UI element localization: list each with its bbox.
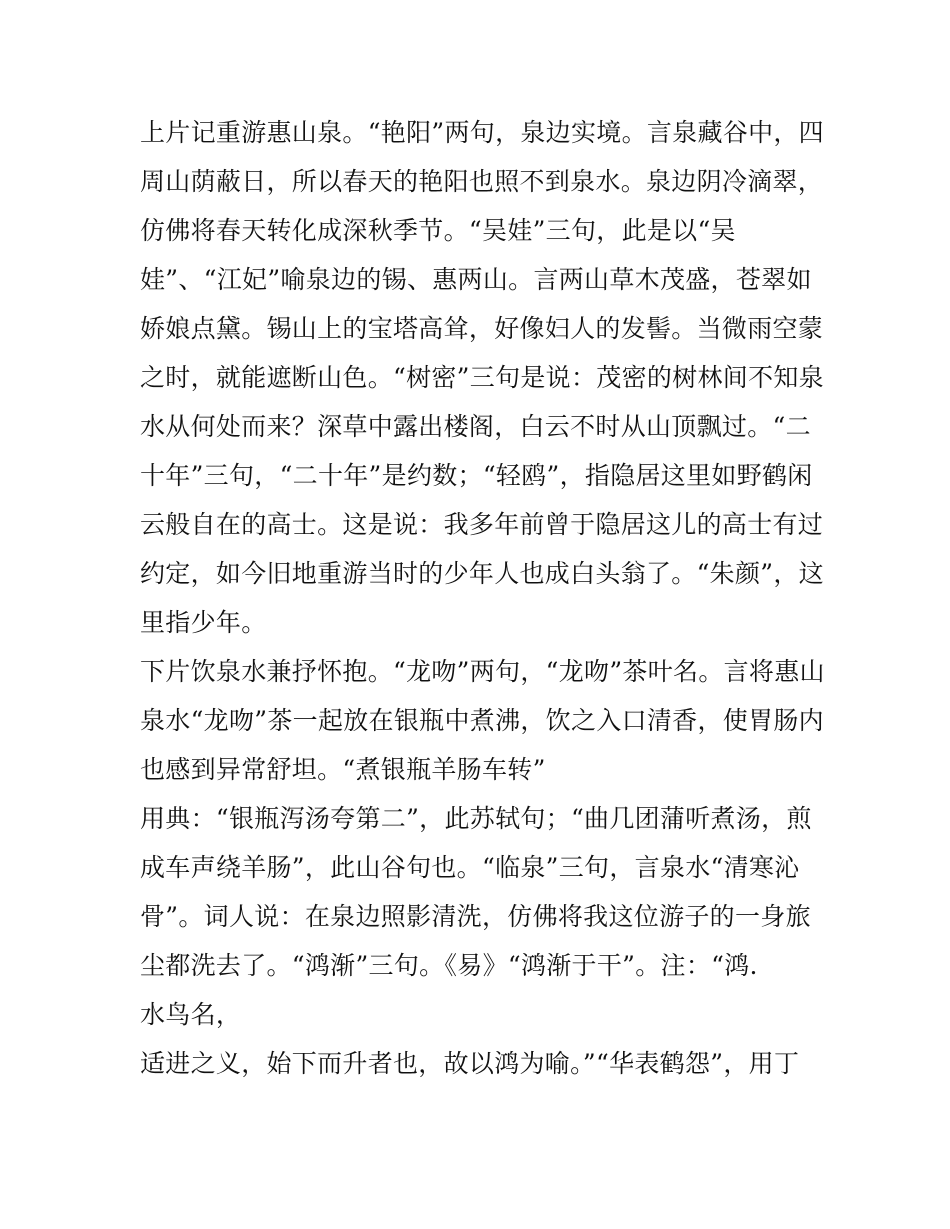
text-line: 十年”三句，“二十年”是约数；“轻鸥”，指隐居这里如野鹤闲 [140, 461, 813, 490]
text-line: 成车声绕羊肠”，此山谷句也。“临泉”三句，言泉水“清寒沁 [140, 853, 800, 882]
text-line: 上片记重游惠山泉。“艳阳”两句，泉边实境。言泉藏谷中，四 [140, 118, 824, 147]
text-line: 娃”、“江妃”喻泉边的锡、惠两山。言两山草木茂盛，苍翠如 [140, 265, 812, 294]
text-line: 泉水“龙吻”茶一起放在银瓶中煮沸，饮之入口清香，使胃肠内 [140, 706, 824, 735]
text-line: 用典：“银瓶泻汤夸第二”，此苏轼句；“曲几团蒲听煮汤，煎 [140, 804, 812, 833]
text-line: 骨”。词人说：在泉边照影清洗，仿佛将我这位游子的一身旅 [140, 902, 811, 931]
text-line: 尘都洗去了。“鸿渐”三句。《易》“鸿渐于干”。注：“鸿. [140, 951, 758, 980]
text-line: 约定，如今旧地重游当时的少年人也成白头翁了。“朱颜”，这 [140, 559, 824, 588]
text-line: 之时，就能遮断山色。“树密”三句是说：茂密的树林间不知泉 [140, 363, 824, 392]
text-line: 水鸟名， [140, 1000, 242, 1029]
text-line: 周山荫蔽日，所以春天的艳阳也照不到泉水。泉边阴冷滴翠， [140, 167, 824, 196]
text-line: 娇娘点黛。锡山上的宝塔高耸，好像妇人的发髻。当微雨空蒙 [140, 314, 824, 343]
text-line: 下片饮泉水兼抒怀抱。“龙吻”两句，“龙吻”茶叶名。言将惠山 [140, 657, 825, 686]
text-line: 水从何处而来？深草中露出楼阁，白云不时从山顶飘过。“二 [140, 412, 811, 441]
text-line: 也感到异常舒坦。“煮银瓶羊肠车转” [140, 755, 546, 784]
text-line: 云般自在的高士。这是说：我多年前曾于隐居这儿的高士有过 [140, 510, 824, 539]
body-text [140, 108, 825, 1088]
text-line: 里指少年。 [140, 608, 267, 637]
text-line: 适进之义，始下而升者也，故以鸿为喻。”“华表鹤怨”，用丁 [140, 1049, 800, 1078]
text-line: 仿佛将春天转化成深秋季节。“吴娃”三句，此是以“吴 [140, 216, 736, 245]
